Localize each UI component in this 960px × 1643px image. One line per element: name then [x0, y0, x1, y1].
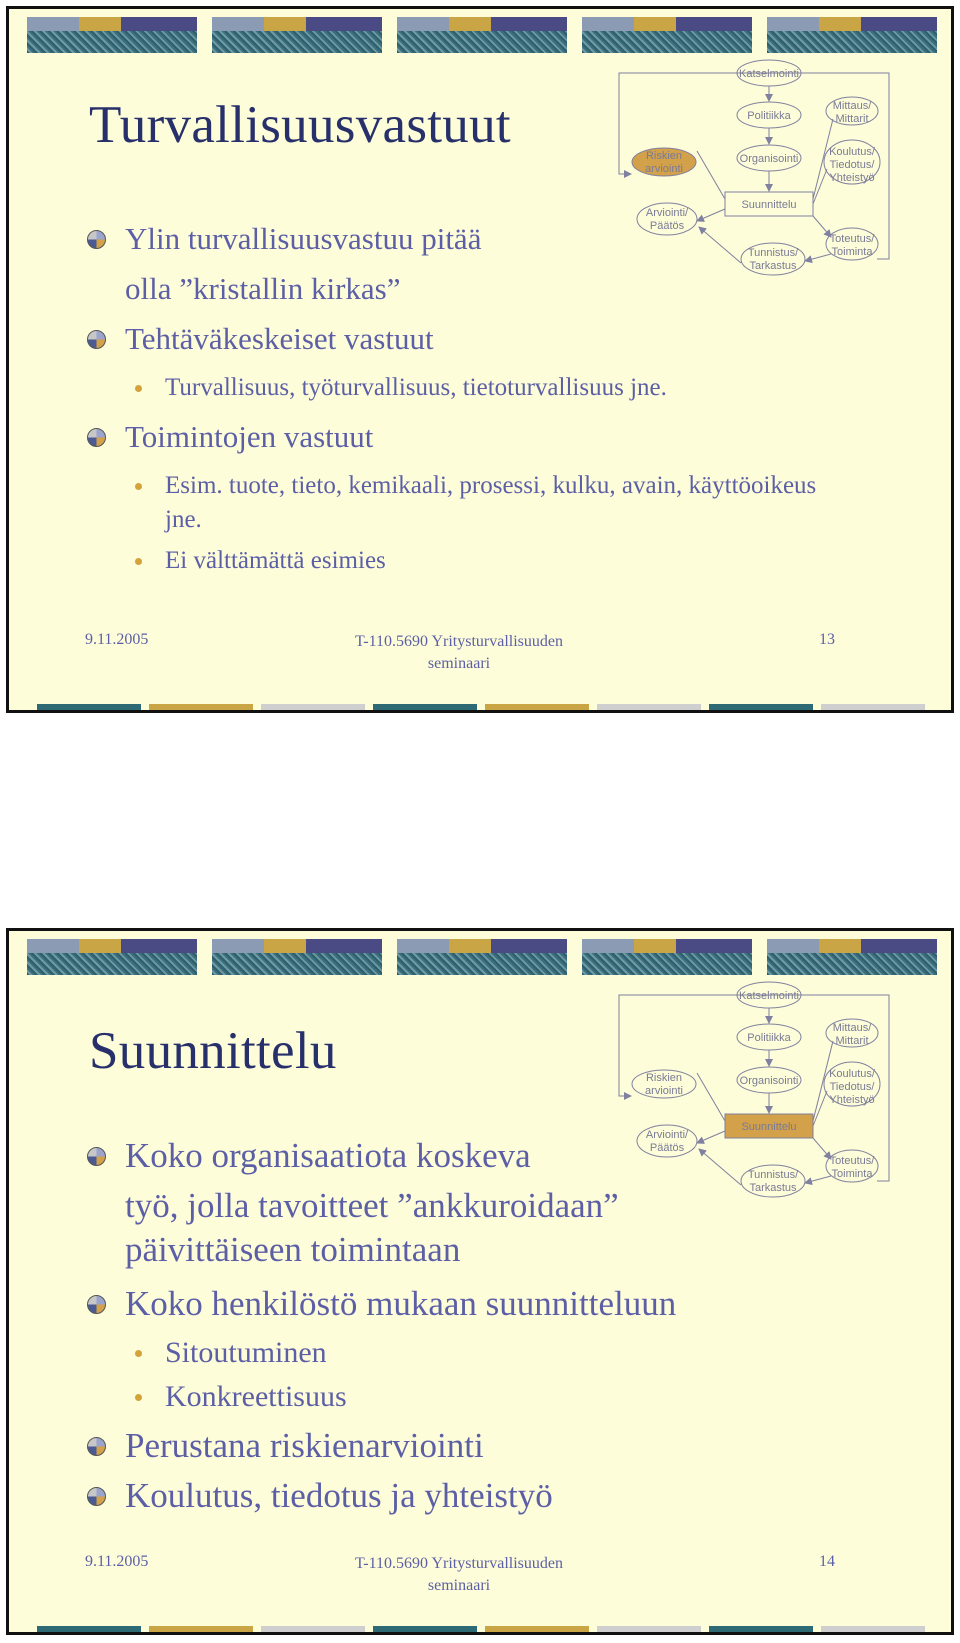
node-label: Päätös — [649, 220, 685, 232]
header-bar-segment — [27, 939, 197, 975]
footer-course-line: T-110.5690 Yritysturvallisuuden — [355, 1555, 563, 1572]
footer-course-line: seminaari — [427, 655, 491, 672]
bullet-item — [87, 1279, 847, 1329]
bullet-icon — [87, 1487, 106, 1506]
node-label: Tunnistus/ — [747, 247, 799, 259]
footer-date: 9.11.2005 — [85, 631, 149, 648]
node-label: Tiedotus/ — [829, 1081, 875, 1093]
bullet-text: Koko henkilöstö mukaan suunnitteluun — [125, 1284, 677, 1323]
node-label: Politiikka — [747, 110, 791, 122]
decorative-header-bar — [27, 17, 939, 53]
bullet-item-continuation — [87, 1225, 847, 1275]
bullet-text: päivittäiseen toimintaan — [125, 1230, 461, 1269]
bullet-text: Ylin turvallisuusvastuu pitää — [125, 221, 482, 256]
sub-bullet-dot — [135, 558, 142, 565]
footer-bar-segment — [821, 1626, 925, 1632]
sub-bullet-item — [87, 1333, 847, 1373]
footer-course-line: T-110.5690 Yritysturvallisuuden — [355, 633, 563, 650]
node-label: Katselmointi — [739, 990, 799, 1002]
bullet-text: Perustana riskienarviointi — [125, 1426, 484, 1465]
node-label: Toiminta — [831, 246, 873, 258]
node-label: arviointi — [645, 163, 683, 175]
node-label: Riskien — [645, 1072, 683, 1084]
header-bar-segment — [767, 17, 937, 53]
diagram-connector — [697, 151, 725, 199]
node-label: Tarkastus — [749, 1182, 797, 1194]
sub-bullet-item — [87, 1377, 847, 1417]
bullet-item-continuation — [87, 1181, 847, 1231]
bullet-item — [87, 314, 847, 364]
bullet-text: työ, jolla tavoitteet ”ankkuroidaan” — [125, 1186, 619, 1225]
footer-course — [339, 1553, 579, 1597]
footer-bar-segment — [373, 704, 477, 710]
sub-bullet-text: Esim. tuote, tieto, kemikaali, prosessi, kulku, avain, käyttöoikeus jne. — [165, 472, 817, 533]
node-label: Suunnittelu — [741, 1121, 797, 1133]
footer-bar-segment — [261, 704, 365, 710]
sub-bullet-dot — [135, 1394, 142, 1401]
bullet-icon — [87, 230, 106, 249]
diagram-connector — [813, 1091, 827, 1126]
sub-bullet-item — [87, 469, 847, 537]
footer-bar-segment — [373, 1626, 477, 1632]
node-label: Koulutus/ — [829, 146, 875, 158]
sub-bullet-text: Konkreettisuus — [165, 1380, 347, 1413]
node-label: Toteutus/ — [829, 1155, 875, 1167]
footer-bar-segment — [821, 704, 925, 710]
node-label: Toteutus/ — [829, 233, 875, 245]
bullet-icon — [87, 1147, 106, 1166]
node-label: Mittaus/ — [832, 100, 872, 112]
header-bar-segment — [212, 939, 382, 975]
bullet-text: Koko organisaatiota koskeva — [125, 1136, 531, 1175]
node-label: Suunnittelu — [741, 199, 797, 211]
diagram-connector — [697, 1073, 725, 1121]
footer-bar-segment — [37, 1626, 141, 1632]
node-label: Arviointi/ — [645, 1129, 689, 1141]
bullet-item — [87, 1131, 847, 1181]
node-label: Tiedotus/ — [829, 159, 875, 171]
footer-bar-segment — [37, 704, 141, 710]
footer-course-line: seminaari — [427, 1577, 491, 1594]
node-label: Arviointi/ — [645, 207, 689, 219]
slide-title: Suunnittelu — [89, 1022, 337, 1080]
bullet-icon — [87, 1437, 106, 1456]
sub-bullet-item — [87, 544, 847, 578]
node-label: Tarkastus — [749, 260, 797, 272]
header-bar-segment — [397, 939, 567, 975]
footer-page-number: 14 — [819, 1553, 835, 1570]
decorative-footer-bar — [37, 704, 927, 710]
node-label: Riskien — [645, 150, 683, 162]
node-label: Organisointi — [739, 153, 799, 165]
header-bar-segment — [27, 17, 197, 53]
sub-bullet-text: Ei välttämättä esimies — [165, 547, 386, 574]
header-bar-segment — [767, 939, 937, 975]
footer-bar-segment — [485, 1626, 589, 1632]
bullet-text: Toimintojen vastuut — [125, 419, 374, 454]
bullet-list — [87, 214, 847, 585]
decorative-footer-bar — [37, 1626, 927, 1632]
sub-bullet-dot — [135, 385, 142, 392]
slide-13 — [6, 6, 954, 713]
bullet-item — [87, 1471, 847, 1521]
node-label: arviointi — [645, 1085, 683, 1097]
sub-bullet-text: Sitoutuminen — [165, 1336, 327, 1369]
footer-date: 9.11.2005 — [85, 1553, 149, 1570]
sub-bullet-dot — [135, 483, 142, 490]
footer-bar-segment — [597, 1626, 701, 1632]
bullet-icon — [87, 1295, 106, 1314]
decorative-header-bar — [27, 939, 939, 975]
sub-bullet-item — [87, 371, 847, 405]
bullet-list — [87, 1131, 847, 1521]
node-label: Organisointi — [739, 1075, 799, 1087]
footer-bar-segment — [485, 704, 589, 710]
bullet-item — [87, 214, 847, 264]
header-bar-segment — [212, 17, 382, 53]
node-label: Tunnistus/ — [747, 1169, 799, 1181]
footer-bar-segment — [261, 1626, 365, 1632]
bullet-icon — [87, 428, 106, 447]
node-label: Koulutus/ — [829, 1068, 875, 1080]
node-label: Mittaus/ — [832, 1022, 872, 1034]
bullet-item — [87, 412, 847, 462]
node-label: Politiikka — [747, 1032, 791, 1044]
footer-course — [339, 631, 579, 675]
header-bar-segment — [582, 17, 752, 53]
footer-bar-segment — [149, 704, 253, 710]
footer-bar-segment — [149, 1626, 253, 1632]
bullet-item-continuation — [87, 264, 847, 314]
diagram-connector — [813, 169, 827, 204]
sub-bullet-dot — [135, 1350, 142, 1357]
slide-14 — [6, 928, 954, 1635]
node-label: Toiminta — [831, 1168, 873, 1180]
bullet-text: Koulutus, tiedotus ja yhteistyö — [125, 1476, 553, 1515]
footer-page-number: 13 — [819, 631, 835, 648]
footer-bar-segment — [709, 1626, 813, 1632]
node-label: Katselmointi — [739, 68, 799, 80]
bullet-text: olla ”kristallin kirkas” — [125, 271, 401, 306]
bullet-item — [87, 1421, 847, 1471]
header-bar-segment — [582, 939, 752, 975]
node-label: Yhteistyö — [829, 1094, 875, 1106]
footer-bar-segment — [709, 704, 813, 710]
bullet-icon — [87, 330, 106, 349]
node-label: Mittarit — [835, 1035, 869, 1047]
node-label: Päätös — [649, 1142, 685, 1154]
slide-title: Turvallisuusvastuut — [89, 96, 511, 154]
header-bar-segment — [397, 17, 567, 53]
node-label: Mittarit — [835, 113, 869, 125]
sub-bullet-text: Turvallisuus, työturvallisuus, tietoturvallisuus jne. — [165, 374, 667, 401]
footer-bar-segment — [597, 704, 701, 710]
bullet-text: Tehtäväkeskeiset vastuut — [125, 321, 434, 356]
node-label: Yhteistyö — [829, 172, 875, 184]
